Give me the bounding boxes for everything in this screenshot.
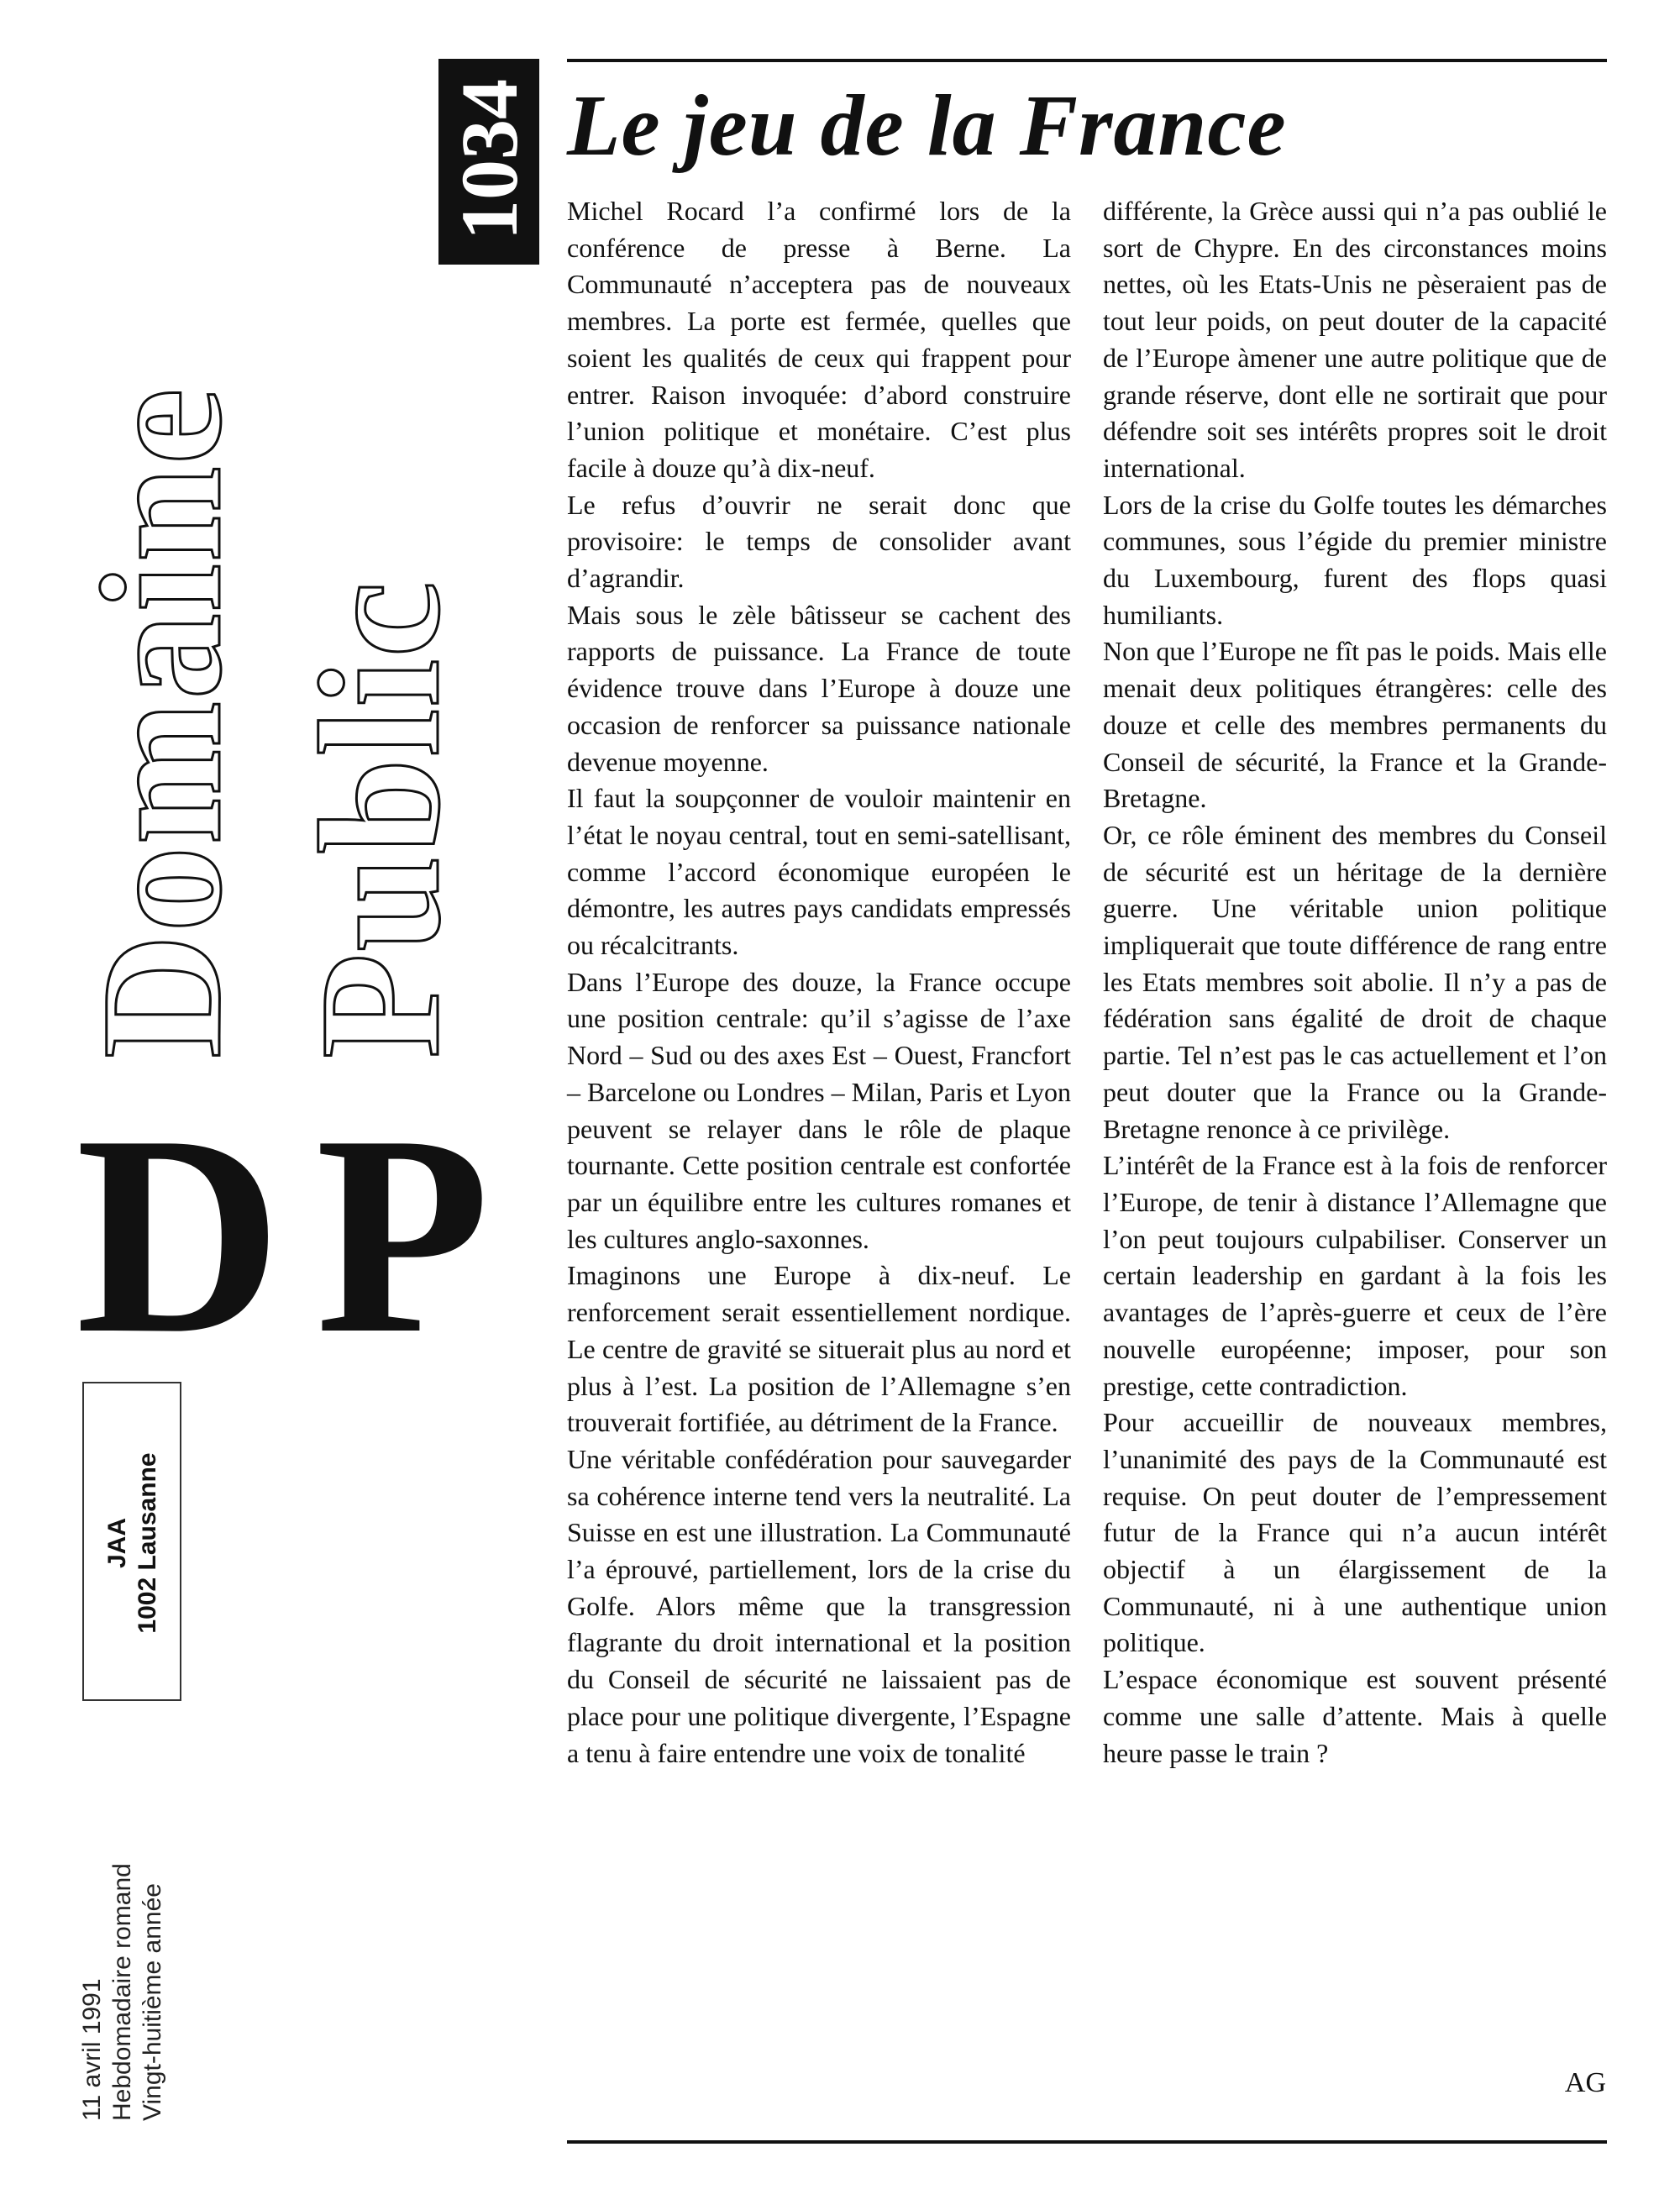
publication-info xyxy=(77,1863,168,2121)
article-column-right xyxy=(1103,193,1607,1772)
paragraph: Mais sous le zèle bâtisseur se cachent des rapports de puissance. La France de toute évidence trouve dans l’Europe à douze une occasion de renforcer sa puissance nationale devenue moyenne. xyxy=(567,599,1071,777)
paragraph: différente, la Grèce aussi qui n’a pas oublié le sort de Chypre. En des circonstances moins nettes, où les Etats-Unis ne pèseraient pas de tout leur poids, on peut douter de la capacité de l’Europe àmener une autre politique que de grande réserve, dont elle ne sortirait que pour défendre soit ses intérêts propres soit le droit international. xyxy=(1103,196,1607,483)
paragraph: Lors de la crise du Golfe toutes les démarches communes, sous l’égide du premier ministre du Luxembourg, furent des flops quasi humiliants. xyxy=(1103,489,1607,630)
paragraph: Il faut la soupçonner de vouloir maintenir en l’état le noyau central, tout en semi-satellisant, comme l’accord économique européen le démontre, les autres pays candidats empressés ou récalcitrants. xyxy=(567,783,1071,961)
paragraph: Michel Rocard l’a confirmé lors de la conférence de presse à Berne. La Communauté n’acceptera pas de nouveaux membres. La porte est fermée, quelles que soient les qualités de ceux qui frappent pour entrer. Raison invoquée: d’abord construire l’union politique et monétaire. C’est plus facile à douze qu’à dix-neuf. xyxy=(567,196,1071,483)
paragraph: Dans l’Europe des douze, la France occupe une position centrale: qu’il s’agisse de l’axe Nord – Sud ou des axes Est – Ouest, Francfort – Barcelone ou Londres – Milan, Paris et Lyon peuvent se relayer dans le rôle de plaque tournante. Cette position centrale est confortée par un équilibre entre les cultures romanes et les cultures anglo-saxonnes. xyxy=(567,966,1071,1254)
paragraph: Non que l’Europe ne fît pas le poids. Mais elle menait deux politiques étrangères: celle des douze et celle des membres permanents du Conseil de sécurité, la France et la Grande-Bretagne. xyxy=(1103,636,1607,814)
masthead-title-domaine: Domaine xyxy=(66,386,257,1058)
publication-year: Vingt-huitième année xyxy=(139,1883,166,2121)
author-signature: AG xyxy=(1564,2067,1606,2098)
mailing-city: 1002 Lausanne xyxy=(134,1452,161,1634)
paragraph: Or, ce rôle éminent des membres du Conseil de sécurité est un héritage de la dernière guerre. Une véritable union politique impliquerait que toute différence de rang entre les Etats membres soit abolie. Il n’y a pas de fédération sans égalité de droit de chaque partie. Tel n’est pas le cas actuellement et l’on peut douter que la France ou la Grande-Bretagne renonce à ce privilège. xyxy=(1103,819,1607,1144)
publication-frequency: Hebdomadaire romand xyxy=(108,1863,136,2121)
paragraph: Pour accueillir de nouveaux membres, l’unanimité des pays de la Communauté est requise. On peut douter de l’empressement futur de la France qui n’a aucun intérêt objectif à un élargissement de la Communauté, ni à une authentique union politique. xyxy=(1103,1407,1607,1658)
masthead-title-public: Public xyxy=(285,579,475,1058)
article-column-left xyxy=(567,193,1071,1772)
paragraph: Imaginons une Europe à dix-neuf. Le renforcement serait essentiellement nordique. Le centre de gravité se situerait plus au nord et plus à l’est. La position de l’Allemagne s’en trouverait fortifiée, au détriment de la France. xyxy=(567,1260,1071,1438)
mailing-box xyxy=(82,1382,181,1701)
article-headline: Le jeu de la France xyxy=(567,77,1287,174)
masthead-initials: DP xyxy=(76,1076,524,1393)
issue-number: 1034 xyxy=(444,79,534,240)
publication-date: 11 avril 1991 xyxy=(78,1978,106,2121)
paragraph: L’espace économique est souvent présenté comme une salle d’attente. Mais à quelle heure passe le train ? xyxy=(1103,1664,1607,1768)
bottom-rule xyxy=(567,2140,1607,2144)
paragraph: L’intérêt de la France est à la fois de renforcer l’Europe, de tenir à distance l’Allemagne que l’on peut toujours culpabiliser. Conserver un certain leadership en gardant à la fois les avantages de l’après-guerre et ceux de l’ère nouvelle européenne; imposer, pour son prestige, cette contradiction. xyxy=(1103,1150,1607,1401)
mailing-code: JAA xyxy=(103,1518,131,1569)
masthead xyxy=(42,59,534,1067)
mailing-text xyxy=(102,1404,163,1682)
top-rule xyxy=(567,59,1607,62)
paragraph: Une véritable confédération pour sauvegarder sa cohérence interne tend vers la neutralité. La Suisse en est une illustration. La Communauté l’a éprouvé, partiellement, lors de la crise du Golfe. Alors même que la transgression flagrante du droit international et la position du Conseil de sécurité ne laissaient pas de place pour une politique divergente, l’Espagne a tenu à faire entendre une voix de tonalité xyxy=(567,1443,1071,1768)
paragraph: Le refus d’ouvrir ne serait donc que provisoire: le temps de consolider avant d’agrandir. xyxy=(567,489,1071,594)
